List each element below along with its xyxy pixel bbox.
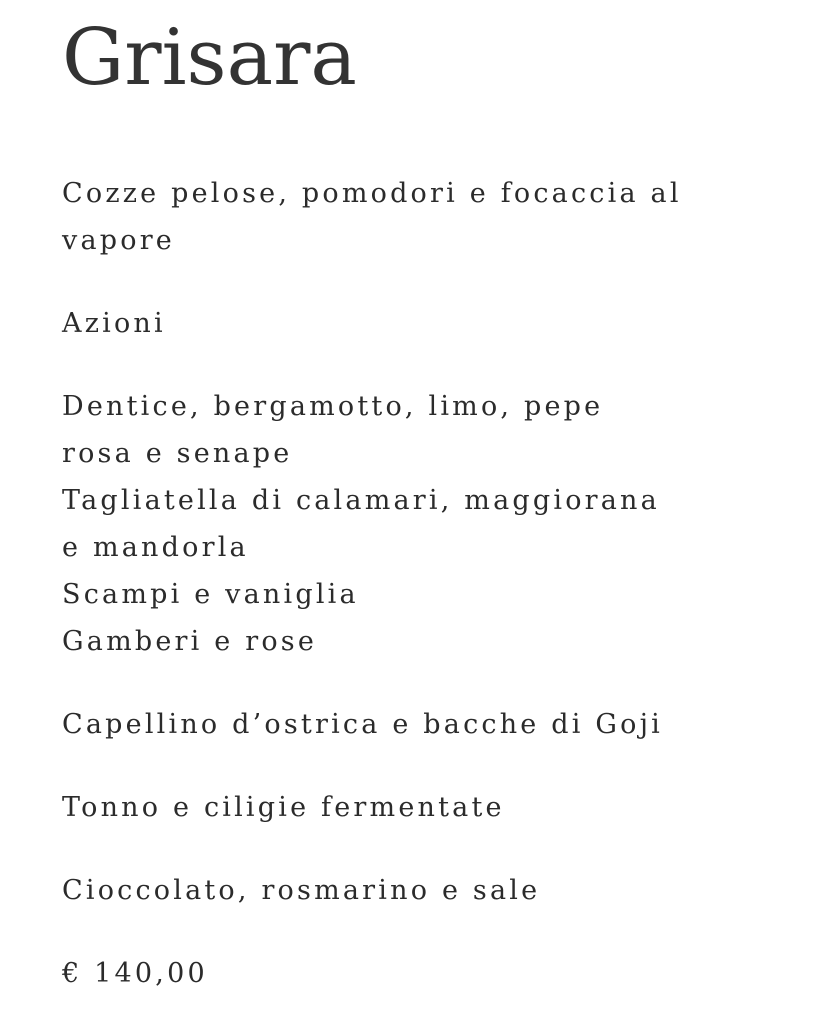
dish-item: Cozze pelose, pomodori e focaccia al vapore [62, 178, 682, 256]
course-2 [62, 300, 762, 347]
tasting-menu [62, 170, 762, 997]
dish-item: Capellino d’ostrica e bacche di Goji [62, 709, 663, 740]
dish-item: Cioccolato, rosmarino e sale [62, 875, 541, 906]
restaurant-title: Grisara [62, 13, 357, 103]
dish-item: Tagliatella di calamari, maggiorana e mandorla [62, 485, 660, 563]
menu-price: € 140,00 [62, 958, 208, 989]
dish-item: Azioni [62, 308, 166, 339]
course-6 [62, 867, 762, 914]
dish-item: Dentice, bergamotto, limo, pepe rosa e senape [62, 391, 604, 469]
dish-item: Scampi e vaniglia [62, 579, 359, 610]
course-3 [62, 383, 762, 665]
menu-page [62, 0, 762, 997]
dish-item: Tonno e ciligie fermentate [62, 792, 505, 823]
course-1 [62, 170, 762, 264]
dish-item: Gamberi e rose [62, 626, 318, 657]
course-5 [62, 784, 762, 831]
course-4 [62, 701, 762, 748]
